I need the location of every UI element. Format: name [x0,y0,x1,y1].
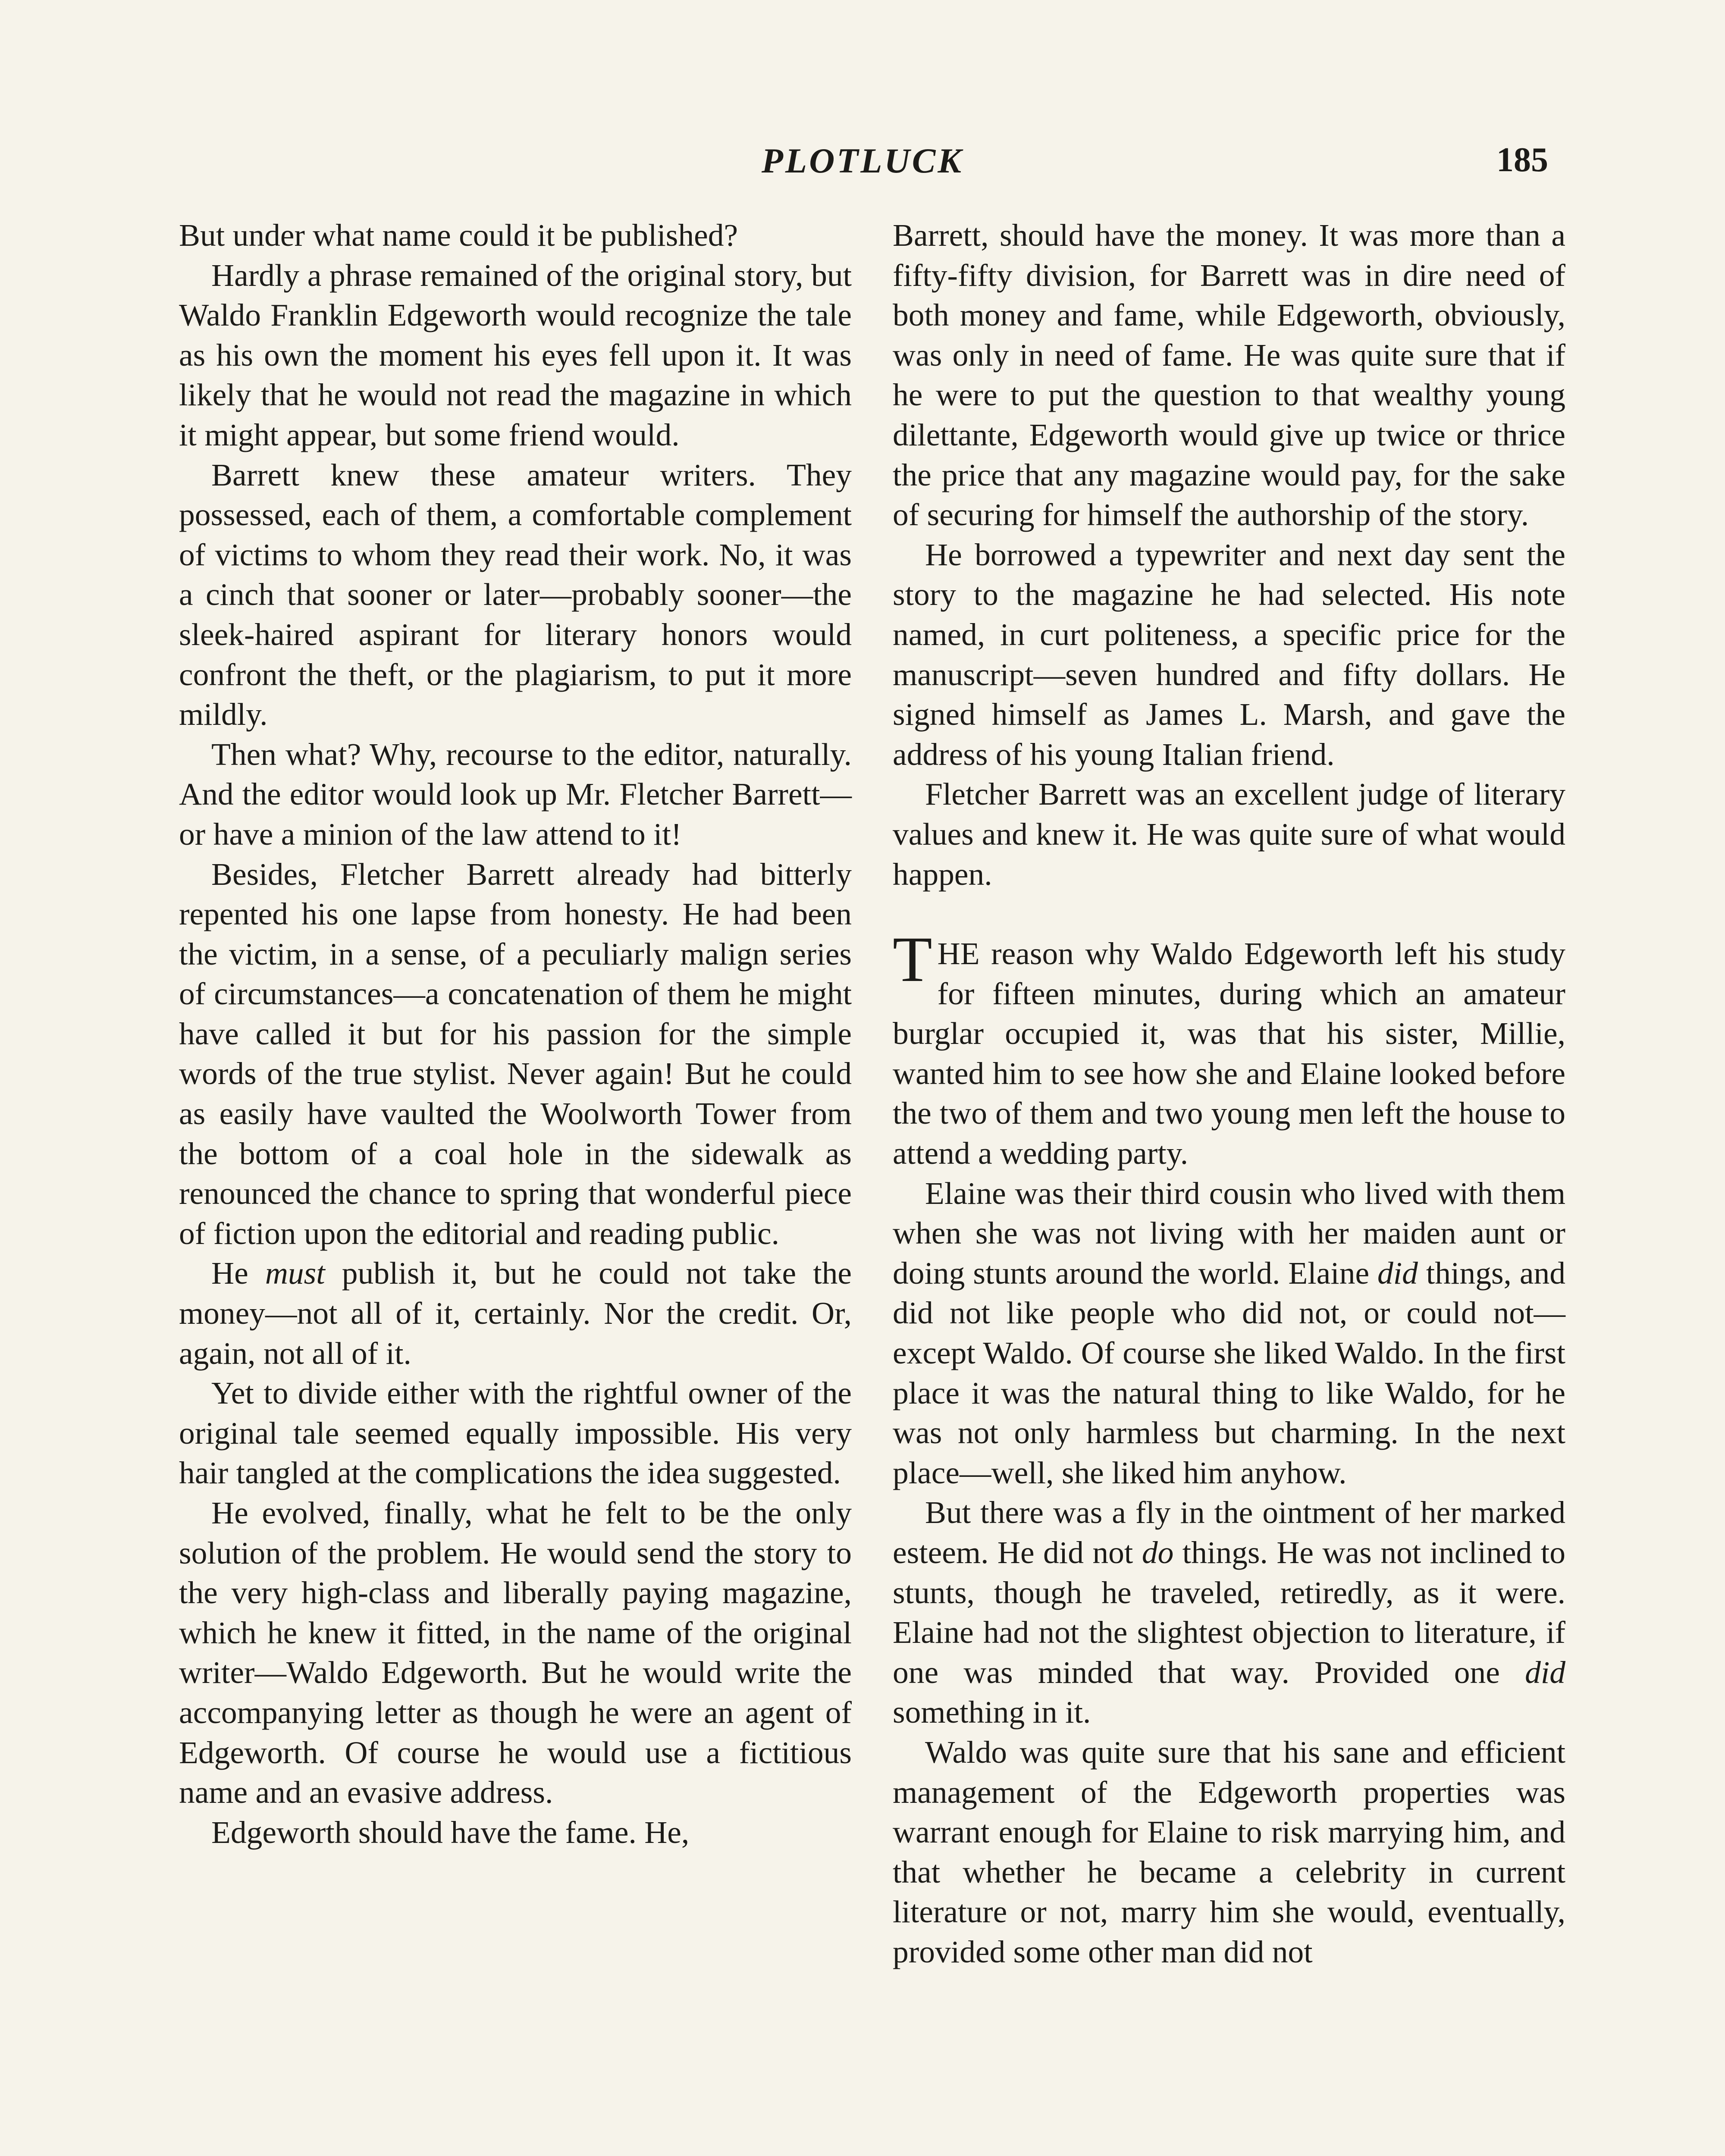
left-column [179,216,852,1852]
section-opening-paragraph: THE reason why Waldo Edgeworth left his study for fifteen minutes, during which an amateur burglar occupied it, was that his sister, Millie, wanted him to see how she and Elaine looked before the two of them and two young men left the house to attend a wedding party. [893,924,1565,1171]
right-column [893,216,1565,1972]
text-run: But there was a fly in the ointment of her marked esteem. He did not [893,1495,1565,1570]
paragraph [893,1493,1565,1733]
text-run: publish it, but he could not take the money—not all of it, certainly. Nor the credit. Or, again, not all of it. [179,1256,852,1371]
paragraph: Besides, Fletcher Barrett already had bitterly repented his one lapse from honesty. He had been the victim, in a sense, of a peculiarly malign series of circumstances—a concatenation of them he might have called it but for his passion for the simple words of the true stylist. Never again! But he could as easily have vaulted the Woolworth Tower from the bottom of a coal hole in the sidewalk as renounced the chance to spring that wonderful piece of fiction upon the editorial and reading public. [179,856,852,1251]
paragraph: Waldo was quite sure that his sane and efficient management of the Edgeworth properties was warrant enough for Elaine to risk marrying him, and that whether he became a celebrity in current literature or not, marry him she would, eventually, provided some other man did not [893,1734,1565,1969]
page-number: 185 [1496,141,1548,179]
paragraph: Fletcher Barrett was an excellent judge of literary values and knew it. He was quite sure of what would happen. [893,777,1565,892]
italic-word: must [265,1256,325,1291]
paragraph: He evolved, finally, what he felt to be the only solution of the problem. He would send the story to the very high-class and liberally paying magazine, which he knew it fitted, in the name of the original writer—Waldo Edgeworth. But he would write the accompanying letter as though he were an agent of Edgeworth. Of course he would use a fictitious name and an evasive address. [179,1495,852,1810]
italic-word: did [1377,1255,1418,1291]
running-title: PLOTLUCK [761,141,964,180]
paragraph: Then what? Why, recourse to the editor, naturally. And the editor would look up Mr. Fletcher Barrett—or have a minion of the law attend to it! [179,736,852,852]
text-run: things. He was not inclined to stunts, though he traveled, retiredly, as it were. Elaine had not the slightest objection to literature, if one was minded that way. Provided one [893,1535,1566,1690]
paragraph: But under what name could it be published? [179,218,738,253]
text-run: something in it. [893,1695,1091,1730]
paragraph: Edgeworth should have the fame. He, [211,1814,690,1850]
paragraph: Yet to divide either with the rightful owner of the original tale seemed equally impossible. His very hair tangled at the complications the idea suggested. [179,1376,852,1491]
paragraph [893,1174,1565,1493]
text-run: things, and did not like people who did not, or could not—except Waldo. Of course she liked Waldo. In the first place it was the natural thing to like Waldo, for he was not only harmless but charming. In the next place—well, she liked him anyhow. [893,1255,1565,1490]
paragraph: He borrowed a typewriter and next day sent the story to the magazine he had selected. His note named, in curt politeness, a specific price for the manuscript—seven hundred and fifty dollars. He signed himself as James L. Marsh, and gave the address of his young Italian friend. [893,537,1565,772]
paragraph: Barrett knew these amateur writers. They possessed, each of them, a comfortable complement of victims to whom they read their work. No, it was a cinch that sooner or later—probably sooner—the sleek-haired aspirant for literary honors would confront the theft, or the plagiarism, to put it more mildly. [179,457,852,732]
page-header [0,141,1725,188]
text-run: He [211,1256,265,1291]
italic-word: did [1525,1655,1565,1690]
paragraph: Hardly a phrase remained of the original story, but Waldo Franklin Edgeworth would recognize the tale as his own the moment his eyes fell upon it. It was likely that he would not read the magazine in which it might appear, but some friend would. [179,257,852,452]
paragraph: Barrett, should have the money. It was more than a fifty-fifty division, for Barrett was in dire need of both money and fame, while Edgeworth, obviously, was only in need of fame. He was quite sure that if he were to put the question to that wealthy young dilettante, Edgeworth would give up twice or thrice the price that any magazine would pay, for the sake of securing for himself the authorship of the story. [893,218,1565,533]
italic-word: do [1142,1535,1174,1570]
paragraph [179,1253,852,1373]
text-run: Elaine was their third cousin who lived with them when she was not living with her maiden aunt or doing stunts around the world. Elaine [893,1175,1565,1291]
